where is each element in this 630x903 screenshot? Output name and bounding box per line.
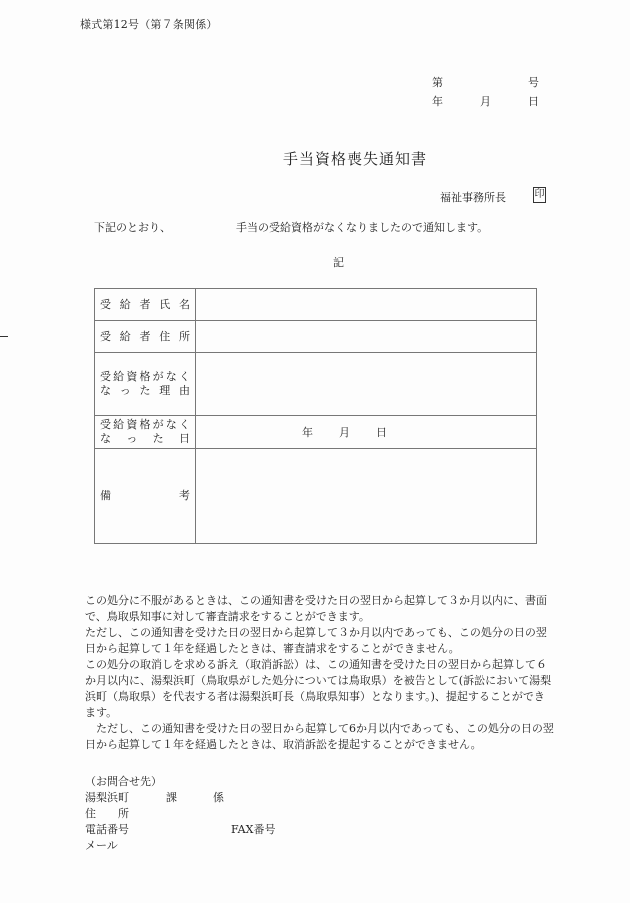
loss-date-day: 日 — [376, 426, 387, 439]
seal-mark: 印 — [533, 187, 546, 203]
table-row-recipient-name — [95, 289, 537, 321]
notice-paragraph-3: この処分の取消しを求める訴え（取消訴訟）は、この通知書を受けた日の翌日から起算して６か月以内に、湯梨浜町（鳥取県がした処分については鳥取県）を被告として(訴訟において湯梨浜町（鳥取県）を代表する者は湯梨浜町長（鳥取県知事）となります。)、提起することができます。 — [85, 658, 552, 719]
document-number-block — [432, 74, 542, 112]
recipient-address-field[interactable] — [196, 321, 537, 353]
loss-date-year: 年 — [302, 426, 313, 439]
table-row-recipient-address — [95, 321, 537, 353]
contact-section: 課 — [166, 791, 177, 804]
label-recipient-name: 受 給 者 氏 名 — [95, 289, 196, 321]
contact-unit: 係 — [213, 791, 224, 804]
loss-date-month: 月 — [339, 426, 350, 439]
doc-number-prefix: 第 — [432, 76, 443, 89]
ki-heading: 記 — [333, 256, 344, 269]
intro-text-left: 下記のとおり、 — [94, 221, 171, 234]
doc-date-month: 月 — [480, 95, 491, 108]
notice-paragraph-1: この処分に不服があるときは、この通知書を受けた日の翌日から起算して３か月以内に、書面で、鳥取県知事に対して審査請求をすることができます。 — [85, 594, 547, 623]
label-loss-reason: 受 給 資 格 が な く な っ た 理 由 — [95, 353, 196, 416]
intro-text-right: 手当の受給資格がなくなりましたので通知します。 — [236, 221, 489, 234]
page-title: 手当資格喪失通知書 — [282, 150, 427, 168]
contact-email-label: メール — [85, 839, 118, 852]
doc-number-suffix: 号 — [528, 76, 539, 89]
doc-date-day: 日 — [528, 95, 539, 108]
contact-heading: （お問合せ先） — [85, 775, 162, 788]
doc-date-year: 年 — [432, 95, 443, 108]
table-row-loss-date — [95, 416, 537, 449]
remarks-field[interactable] — [196, 449, 537, 544]
margin-mark — [0, 336, 8, 337]
table-row-remarks — [95, 449, 537, 544]
appeal-notice — [85, 593, 555, 753]
loss-date-field[interactable] — [196, 416, 537, 449]
contact-fax-label: FAX番号 — [231, 823, 276, 836]
notice-paragraph-4: ただし、この通知書を受けた日の翌日から起算して6か月以内であっても、この処分の日の翌日から起算して１年を経過したときは、取消訴訟を提起することができません。 — [85, 722, 554, 751]
label-loss-date: 受 給 資 格 が な く な っ た 日 — [95, 416, 196, 449]
label-remarks: 備 考 — [95, 449, 196, 544]
contact-address-label: 住 所 — [85, 807, 129, 820]
recipient-name-field[interactable] — [196, 289, 537, 321]
notice-paragraph-2: ただし、この通知書を受けた日の翌日から起算して３か月以内であっても、この処分の日の翌日から起算して１年を経過したときは、審査請求をすることができません。 — [85, 626, 547, 655]
loss-reason-field[interactable] — [196, 353, 537, 416]
contact-phone-label: 電話番号 — [85, 823, 129, 836]
issuer-name: 福祉事務所長 — [440, 191, 506, 204]
label-recipient-address: 受 給 者 住 所 — [95, 321, 196, 353]
contact-town: 湯梨浜町 — [85, 791, 129, 804]
form-number: 様式第12号（第７条関係） — [80, 18, 218, 31]
table-row-loss-reason — [95, 353, 537, 416]
details-table — [94, 288, 537, 544]
